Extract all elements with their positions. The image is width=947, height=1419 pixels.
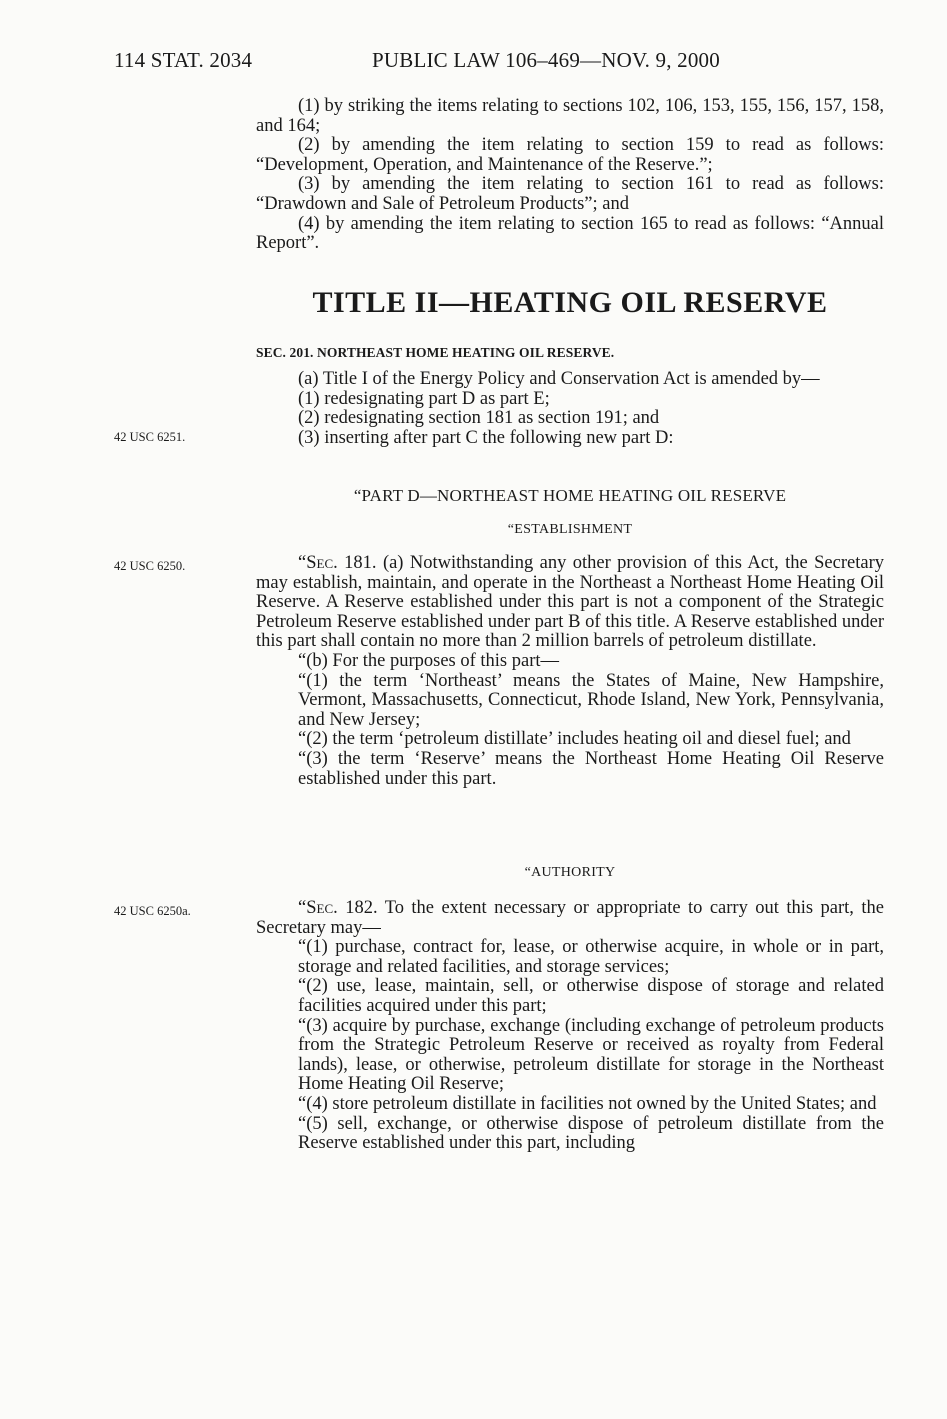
margin-note: 42 USC 6250a. [114, 904, 191, 918]
running-header: PUBLIC LAW 106–469—NOV. 9, 2000 [372, 48, 720, 72]
sec181-a [256, 554, 884, 652]
intro-item: (4) by amending the item relating to section 165 to read as follows: “Annual Report”. [256, 213, 884, 254]
sec182-lead-text: 182. To the extent necessary or appropriate to carry out this part, the Secretary may— [256, 898, 884, 938]
intro-item: (1) by striking the items relating to sections 102, 106, 153, 155, 156, 157, 158, and 164; [256, 96, 884, 136]
definition-item: “(2) the term ‘petroleum distillate’ includes heating oil and diesel fuel; and [298, 729, 851, 750]
authority-item: “(5) sell, exchange, or otherwise dispose of petroleum distillate from the Reserve established under this part, including [298, 1113, 884, 1154]
sec201-item: (3) inserting after part C the following new part D: [298, 427, 674, 448]
sec182-lead [256, 899, 884, 938]
margin-note: 42 USC 6251. [114, 430, 186, 444]
statute-page-number: 114 STAT. 2034 [114, 48, 253, 72]
authority-item: “(3) acquire by purchase, exchange (including exchange of petroleum products from the Strategic Petroleum Reserve or received as royalty from Federal lands), lease, or otherwise, petroleum distillate for storage in the Northeast Home Heating Oil Reserve; [298, 1015, 884, 1095]
sec181-a-text: 181. (a) Notwithstanding any other provision of this Act, the Secretary may establish, maintain, and operate in the Northeast a Northeast Home Heating Oil Reserve. A Reserve established under this part is not a component of the Strategic Petroleum Reserve established under part B of this title. A Reserve established under this part shall contain no more than 2 million barrels of petroleum distillate. [256, 553, 884, 652]
sec181-b-lead: “(b) For the purposes of this part— [298, 650, 560, 671]
authority-heading: “AUTHORITY [524, 865, 616, 880]
margin-note: 42 USC 6250. [114, 559, 186, 573]
definition-item: “(3) the term ‘Reserve’ means the Northeast Home Heating Oil Reserve established under this part. [298, 748, 884, 789]
part-heading: “PART D—NORTHEAST HOME HEATING OIL RESERVE [353, 486, 787, 505]
intro-item: (3) by amending the item relating to section 161 to read as follows: “Drawdown and Sale of Petroleum Products”; and [256, 174, 884, 214]
intro-item: (2) by amending the item relating to section 159 to read as follows: “Development, Operation, and Maintenance of the Reserve.”; [256, 135, 884, 175]
authority-item: “(4) store petroleum distillate in facilities not owned by the United States; and [298, 1093, 877, 1114]
establishment-heading: “ESTABLISHMENT [507, 522, 633, 537]
authority-item: “(1) purchase, contract for, lease, or otherwise acquire, in whole or in part, storage and related facilities, and storage services; [298, 937, 884, 977]
sec201-item: (1) redesignating part D as part E; [298, 388, 550, 409]
sec201-item: (2) redesignating section 181 as section 191; and [298, 408, 660, 429]
sec201-body [256, 370, 884, 448]
sec201-lead: (a) Title I of the Energy Policy and Conservation Act is amended by— [298, 369, 820, 389]
intro-amendments [256, 97, 884, 254]
sec-label: “Sec. [298, 553, 338, 573]
sec-label: “Sec. [298, 898, 338, 918]
title-heading: TITLE II—HEATING OIL RESERVE [312, 286, 828, 319]
definition-item: “(1) the term ‘Northeast’ means the States of Maine, New Hampshire, Vermont, Massachusetts, Connecticut, Rhode Island, New York, Pennsylvania, and New Jersey; [298, 670, 884, 730]
section-heading: SEC. 201. NORTHEAST HOME HEATING OIL RESERVE. [256, 345, 615, 360]
authority-item: “(2) use, lease, maintain, sell, or otherwise dispose of storage and related facilities acquired under this part; [298, 976, 884, 1016]
sec182-body [256, 899, 884, 1154]
sec181-body [256, 554, 884, 789]
